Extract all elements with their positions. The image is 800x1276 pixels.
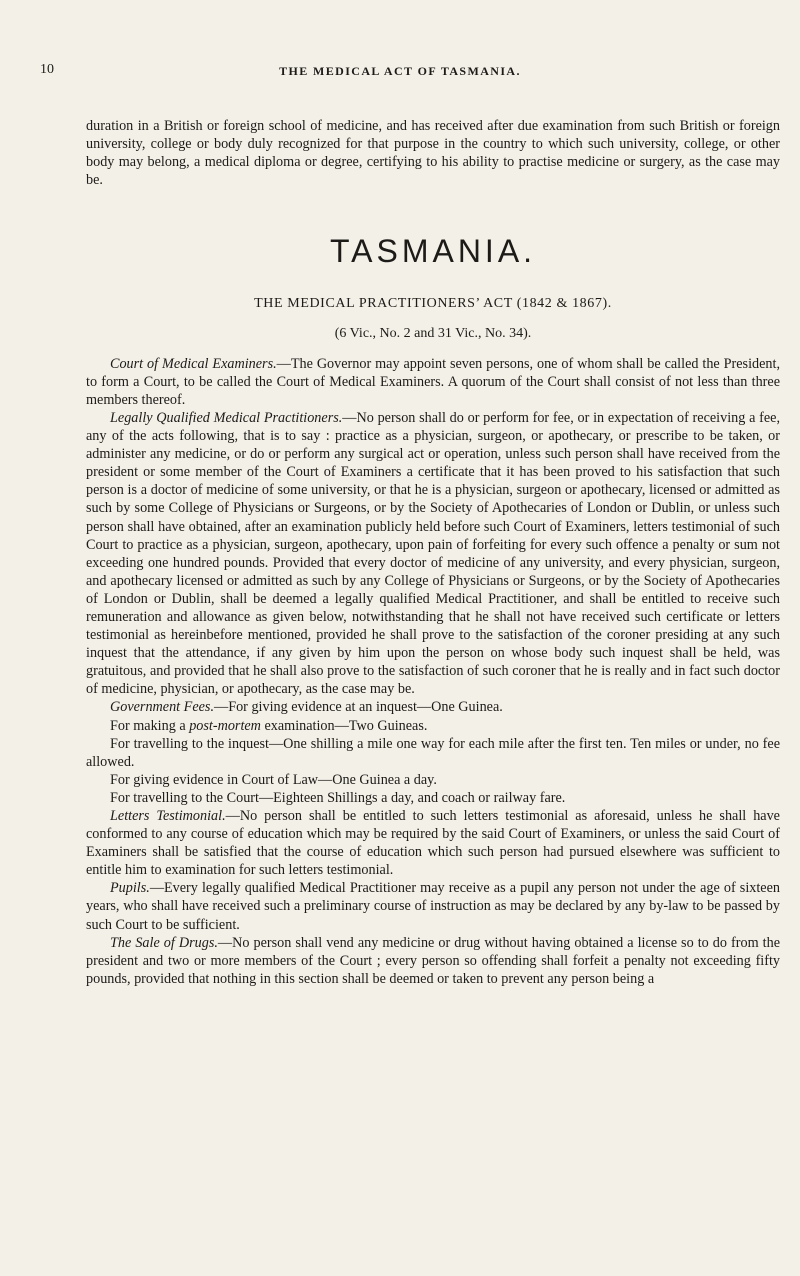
fee-court-evidence: For giving evidence in Court of Law—One Guinea a day. xyxy=(110,771,437,788)
page-body xyxy=(86,117,780,988)
section-title: TASMANIA. xyxy=(329,233,537,270)
paragraph-sale-of-drugs xyxy=(86,934,780,988)
paragraph-heading: Letters Testimonial. xyxy=(110,808,226,824)
paragraph-text: —Every legally qualified Medical Practitioner may receive as a pupil any person not under the age of sixteen years, who shall have received such a preliminary course of instruction as may be declared by any by-law to be passed by such Court to be sufficient. xyxy=(86,880,780,933)
act-title: THE MEDICAL PRACTITIONERS’ ACT (1842 & 1867). xyxy=(254,296,612,312)
paragraph-qualified-practitioners xyxy=(86,409,780,699)
paragraph-text: —No person shall be entitled to such letters testimonial as aforesaid, unless he shall have conformed to any course of education which may be required by the said Court of Examiners, or unless the said Court of Examiners shall be satisfied that the course of education which such person had pursued elsewhere was sufficient to entitle him to examination for such letters testimonial. xyxy=(86,808,780,879)
page-header xyxy=(40,62,760,82)
paragraph-text: —For giving evidence at an inquest—One Guinea. xyxy=(214,699,503,716)
paragraph-heading: Court of Medical Examiners. xyxy=(110,355,277,372)
fee-travel-inquest: For travelling to the inquest—One shilling a mile one way for each mile after the first ten. Ten miles or under, no fee allowed. xyxy=(86,735,780,770)
paragraph-heading: Legally Qualified Medical Practitioners. xyxy=(110,409,343,426)
paragraph-pupils xyxy=(86,879,780,933)
paragraph-heading: The Sale of Drugs. xyxy=(110,934,218,951)
paragraph-heading: Pupils. xyxy=(110,880,150,897)
fee-post-mortem: For making a post-mortem examination—Two Guineas. xyxy=(110,717,428,734)
act-citation: (6 Vic., No. 2 and 31 Vic., No. 34). xyxy=(334,325,532,341)
paragraph-government-fees xyxy=(86,698,780,716)
intro-paragraph: duration in a British or foreign school of medicine, and has received after due examination from such British or foreign university, college or body duly recognized for that purpose in the country to which such university, college, or other body may belong, a medical diploma or degree, certifying to his ability to practise medicine or surgery, as the case may be. xyxy=(86,118,780,189)
page-number: 10 xyxy=(40,62,54,77)
paragraph-text: —No person shall vend any medicine or drug without having obtained a license so to do from the president and two or more members of the Court ; every person so offending shall forfeit a penalty not exceeding fifty pounds, provided that nothing in this section shall be deemed or taken to prevent any person being a xyxy=(86,934,780,987)
fee-travel-court: For travelling to the Court—Eighteen Shillings a day, and coach or railway fare. xyxy=(110,789,566,806)
running-head: THE MEDICAL ACT OF TASMANIA. xyxy=(279,64,521,78)
paragraph-heading: Government Fees. xyxy=(110,699,215,716)
paragraph-text: —The Governor may appoint seven persons, one of whom shall be called the President, to form a Court, to be called the Court of Medical Examiners. A quorum of the Court shall consist of not less than three members thereof. xyxy=(86,355,780,408)
paragraph-text: —No person shall do or perform for fee, or in expectation of receiving a fee, any of the acts following, that is to say : practice as a physician, surgeon, or apothecary, or prescribe to be taken, or administer any medicine, or do or perform any surgical act or operation, unless such person shall have received from the president or some member of the Court of Examiners a certificate that it has been proved to his satisfaction that such person is a doctor of medicine of some university, or that he is a physician, surgeon or apothecary, licensed or admitted as such by some College of Physicians or Surgeons, or by the Society of Apothecaries of London or Dublin, or unless such person shall have obtained, after an examination publicly held before such Court of Examiners, letters testimonial of such Court to practice as a physician, surgeon, apothecary, upon pain of forfeiting for every such offence a penalty or sum not exceeding one hundred pounds. Provided that every doctor of medicine of any university, and every physician, surgeon, and apothecary licensed or admitted as such by any College of Physicians or Surgeons, or by the Society of Apothecaries of London or Dublin, shall be deemed a legally qualified Medical Practitioner, and shall be entitled to receive such remuneration and allowance as given below, notwithstanding that he shall not have received such certificate or letters testimonial as hereinbefore mentioned, provided he shall prove to the satisfaction of the coroner presiding at any such inquest that the attendance, if any given by him upon the person on whose body such inquest shall be held, was gratuitous, and provided that he shall also prove to the satisfaction of such coroner that he is really and in fact such doctor of medicine, physician, or apothecary, as the case may be. xyxy=(86,409,780,698)
paragraph-letters-testimonial xyxy=(86,807,780,879)
paragraph-court-of-examiners xyxy=(86,355,780,409)
